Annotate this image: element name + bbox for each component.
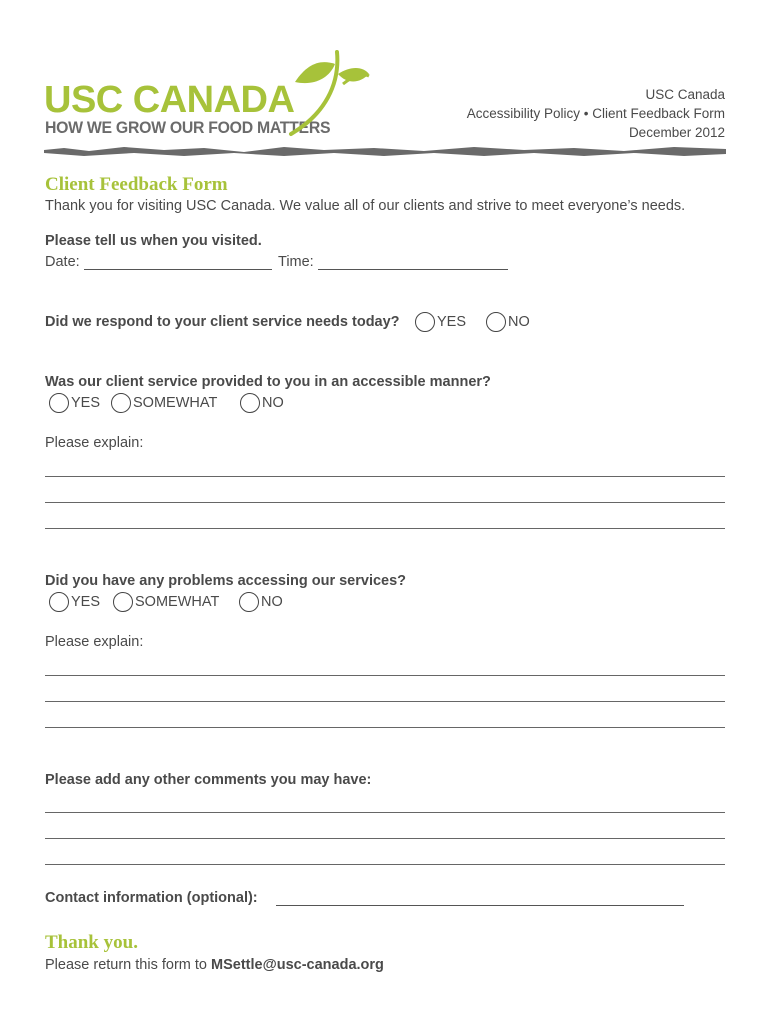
question-problems: Did you have any problems accessing our services? [45, 573, 407, 589]
explain-line[interactable] [45, 727, 725, 728]
logo-tagline: HOW WE GROW OUR FOOD MATTERS [45, 118, 331, 137]
visit-question: Please tell us when you visited. [45, 233, 262, 249]
explain-label: Please explain: [45, 634, 144, 650]
time-field[interactable] [318, 269, 508, 270]
form-title: Client Feedback Form [45, 174, 228, 195]
radio-accessible-yes[interactable] [49, 393, 69, 413]
return-text: Please return this form to [45, 957, 212, 973]
explain-line[interactable] [45, 502, 725, 503]
date-field[interactable] [84, 269, 272, 270]
thanks-heading: Thank you. [45, 932, 138, 953]
header-policy: Accessibility Policy • Client Feedback Form [466, 106, 725, 121]
logo-wordmark: USC CANADA [44, 79, 295, 121]
question-respond: Did we respond to your client service needs today? [45, 314, 400, 330]
header-date: December 2012 [628, 125, 725, 140]
option-label: NO [262, 395, 284, 411]
option-label: YES [71, 594, 101, 610]
radio-accessible-no[interactable] [240, 393, 260, 413]
radio-problems-somewhat[interactable] [113, 592, 133, 612]
sprout-logo-icon [285, 44, 375, 139]
return-email[interactable]: MSettle@usc-canada.org [211, 957, 384, 973]
radio-problems-yes[interactable] [49, 592, 69, 612]
radio-problems-no[interactable] [239, 592, 259, 612]
option-label: SOMEWHAT [135, 594, 220, 610]
header-info [467, 85, 725, 142]
radio-accessible-somewhat[interactable] [111, 393, 131, 413]
option-label: YES [437, 314, 467, 330]
comments-label: Please add any other comments you may have: [45, 772, 372, 788]
explain-line[interactable] [45, 528, 725, 529]
contact-field[interactable] [276, 905, 684, 906]
return-line [45, 957, 384, 973]
option-label: NO [261, 594, 283, 610]
option-label: YES [71, 395, 101, 411]
explain-label: Please explain: [45, 435, 144, 451]
explain-line[interactable] [45, 476, 725, 477]
intro-text: Thank you for visiting USC Canada. We value all of our clients and strive to meet everyone’s needs. [45, 198, 686, 214]
header-org: USC Canada [645, 87, 725, 102]
radio-respond-no[interactable] [486, 312, 506, 332]
date-label: Date: [45, 254, 80, 270]
comments-line[interactable] [45, 838, 725, 839]
brush-divider [44, 144, 726, 158]
explain-line[interactable] [45, 675, 725, 676]
time-label: Time: [278, 254, 314, 270]
option-label: SOMEWHAT [133, 395, 218, 411]
comments-line[interactable] [45, 812, 725, 813]
contact-label: Contact information (optional): [45, 890, 258, 906]
radio-respond-yes[interactable] [415, 312, 435, 332]
explain-line[interactable] [45, 701, 725, 702]
comments-line[interactable] [45, 864, 725, 865]
question-accessible: Was our client service provided to you in an accessible manner? [45, 374, 491, 390]
option-label: NO [508, 314, 530, 330]
